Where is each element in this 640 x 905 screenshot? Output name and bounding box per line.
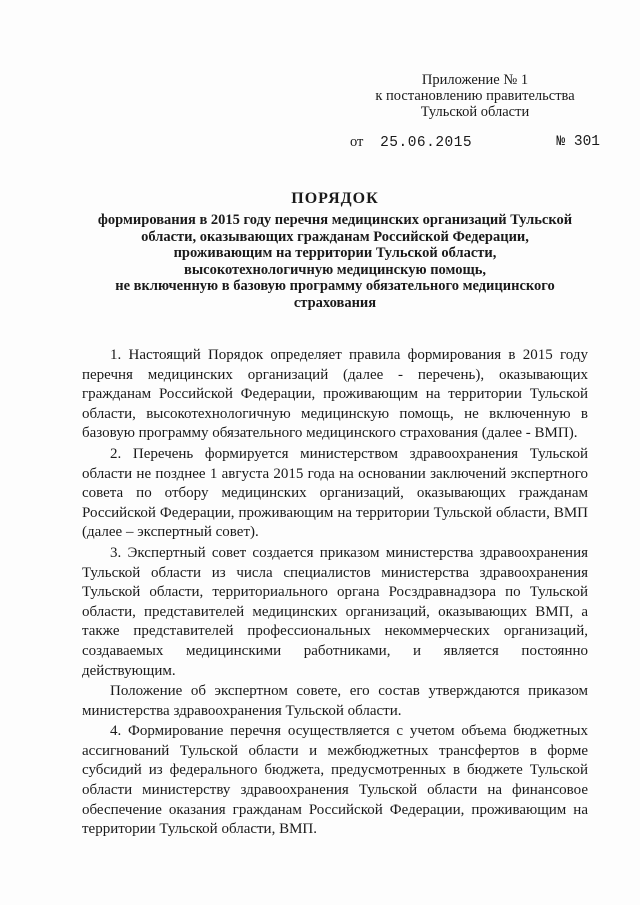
title-line-4: высокотехнологичную медицинскую помощь,: [183, 261, 486, 278]
title-main: ПОРЯДОК: [291, 190, 379, 207]
title-line-2: области, оказывающих гражданам Российской Федерации,: [141, 228, 529, 245]
paragraph-3: 3. Экспертный совет создается приказом министерства здравоохранения Тульской области из числа специалистов министерства здравоохранения Тульской области, территориального органа Росздравнадзора по Тульской области, представителей медицинских организаций, оказывающих ВМП, а также представителей профессиональных некоммерческих организаций, создаваемых медицинскими работниками, и является постоянно действующим.: [82, 544, 588, 679]
paragraph-1: 1. Настоящий Порядок определяет правила формирования в 2015 году перечня медицинских организаций (далее - перечень), оказывающих гражданам Российской Федерации, проживающим на территории Тульской области, высокотехнологичную медицинскую помощь, не включенную в базовую программу обязательного медицинского страхования (далее - ВМП).: [82, 347, 588, 442]
title-line-3: проживающим на территории Тульской области,: [173, 245, 497, 261]
title-line-1: формирования в 2015 году перечня медицинских организаций Тульской: [97, 212, 573, 228]
paragraph-4: 4. Формирование перечня осуществляется с учетом объема бюджетных ассигнований Тульской области и межбюджетных трансфертов в форме субсидий из федерального бюджета, предусмотренных в бюджете Тульской области министерству здравоохранения Тульской области на финансовое обеспечение оказания гражданам Российской Федерации, проживающим на территории Тульской области, ВМП.: [82, 723, 588, 838]
document-number: № 301: [556, 134, 600, 150]
dateline: [350, 134, 600, 151]
annex-line-2: к постановлению правительства: [375, 88, 575, 104]
title-line-6: страхования: [293, 294, 377, 311]
title-subtitle: [70, 212, 600, 311]
annex-line-1: Приложение № 1: [421, 72, 529, 88]
date-prefix: от: [350, 134, 364, 150]
paragraph-2: 2. Перечень формируется министерством здравоохранения Тульской области не позднее 1 августа 2015 года на основании заключений экспертного совета по отбору медицинских организаций, оказывающих гражданам Российской Федерации, проживающим на территории Тульской области, ВМП (далее – экспертный совет).: [82, 445, 588, 541]
title-line-5: не включенную в базовую программу обязательного медицинского: [115, 278, 555, 294]
document-title: [70, 190, 600, 311]
annex-line-3: Тульской области: [420, 104, 530, 120]
annex-header: [360, 72, 590, 120]
document-date: 25.06.2015: [380, 135, 473, 151]
document-body: [82, 346, 588, 840]
paragraph-3-note: Положение об экспертном совете, его состав утверждаются приказом министерства здравоохранения Тульской области.: [82, 683, 588, 719]
